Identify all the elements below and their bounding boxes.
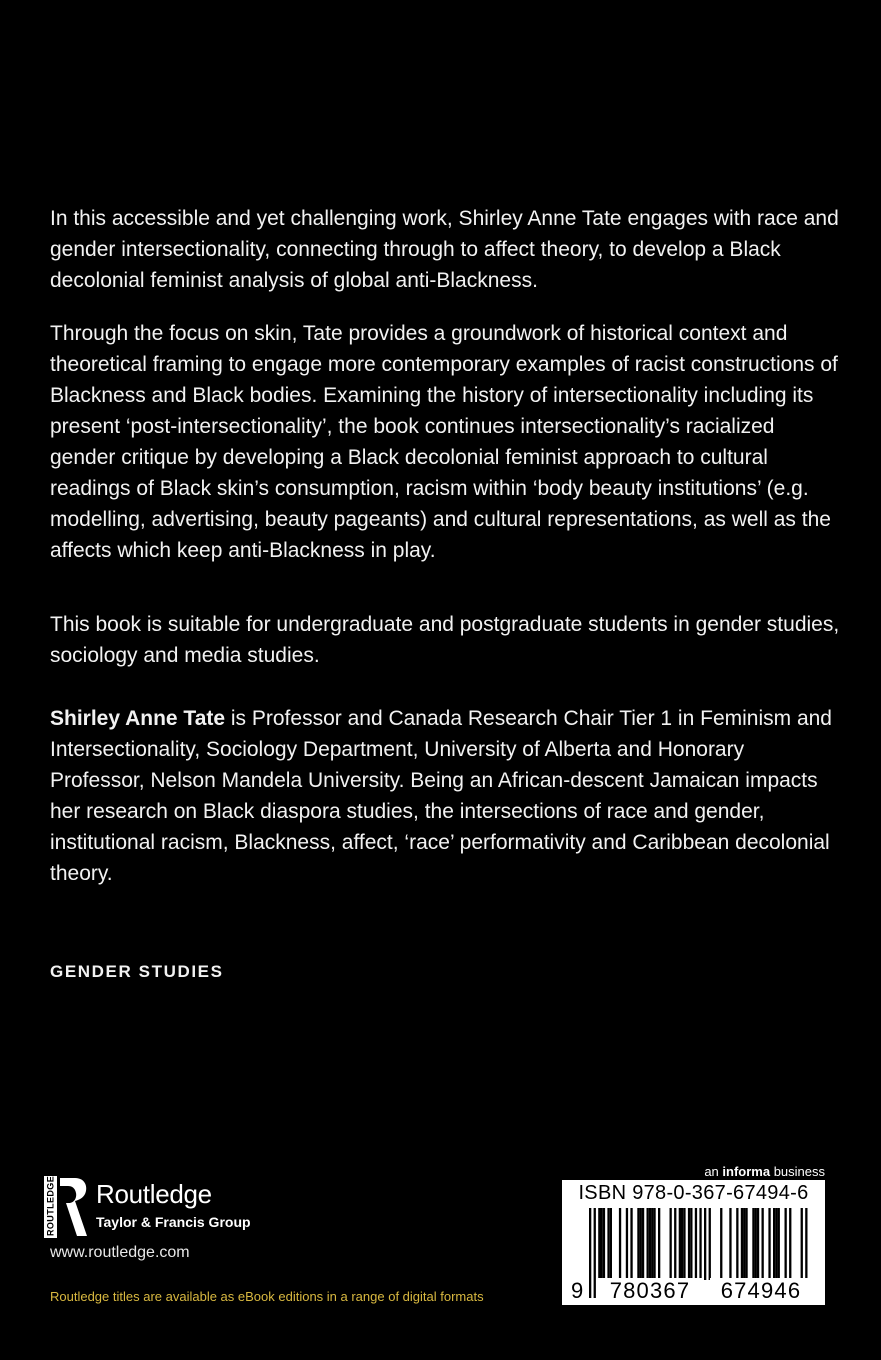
routledge-logo xyxy=(44,1176,284,1240)
barcode-bar xyxy=(603,1208,605,1280)
isbn-barcode xyxy=(562,1180,825,1305)
barcode-bar xyxy=(626,1208,628,1280)
barcode-bar xyxy=(594,1208,596,1298)
barcode-bar xyxy=(688,1208,690,1280)
description-paragraph-3: This book is suitable for undergraduate and postgraduate students in gender studies, sociology and media studies. xyxy=(50,613,840,667)
barcode-bar xyxy=(658,1208,660,1280)
barcode-bar xyxy=(709,1208,711,1280)
barcode-bar xyxy=(720,1208,722,1280)
author-name: Shirley Anne Tate xyxy=(50,707,226,730)
barcode-bar xyxy=(681,1208,683,1280)
barcode-bar xyxy=(745,1208,747,1280)
barcode-bar xyxy=(690,1208,692,1280)
barcode-bar xyxy=(619,1208,621,1280)
barcode-bar xyxy=(778,1208,780,1280)
isbn-label: ISBN 978-0-367-67494-6 xyxy=(578,1182,809,1204)
barcode-bar xyxy=(768,1208,770,1280)
svg-text:ROUTLEDGE: ROUTLEDGE xyxy=(45,1176,56,1236)
barcode-bar xyxy=(630,1208,632,1280)
barcode-first-digit: 9 xyxy=(571,1278,584,1303)
barcode-bar xyxy=(647,1208,649,1280)
author-bio xyxy=(50,703,840,889)
barcode-bar xyxy=(670,1208,672,1280)
barcode-bar xyxy=(637,1208,639,1280)
ebook-availability-note: Routledge titles are available as eBook editions in a range of digital formats xyxy=(50,1289,484,1304)
description-paragraph-1: In this accessible and yet challenging work, Shirley Anne Tate engages with race and gender intersectionality, connecting through to affect theory, to develop a Black decolonial feminist analysis of global anti-Blackness. xyxy=(50,207,839,292)
barcode-right-digits: 674946 xyxy=(710,1278,812,1304)
barcode-left-digits: 780367 xyxy=(598,1278,702,1304)
barcode-bar xyxy=(610,1208,612,1280)
publisher-group: Taylor & Francis Group xyxy=(96,1214,251,1230)
subject-category: GENDER STUDIES xyxy=(50,962,224,981)
barcode-bar xyxy=(651,1208,653,1280)
barcode-bar xyxy=(601,1208,603,1280)
barcode-bar xyxy=(752,1208,754,1280)
barcode-bar xyxy=(736,1208,738,1280)
barcode-bar xyxy=(589,1208,591,1298)
barcode-bar xyxy=(775,1208,777,1280)
barcode-bar xyxy=(649,1208,651,1280)
informa-business-tag: an informa business xyxy=(704,1164,825,1179)
description-paragraph-2: Through the focus on skin, Tate provides a groundwork of historical context and theoretical framing to engage more contemporary examples of racist constructions of Blackness and Black bodies. Examining the history of intersectionality including its present ‘post-intersectionality’, the book continues intersectionality’s racialized gender critique by developing a Black decolonial feminist approach to cultural readings of Black skin’s consumption, racism within ‘body beauty institutions’ (e.g. modelling, advertising, beauty pageants) and cultural representations, as well as the affects which keep anti-Blackness in play. xyxy=(50,322,838,562)
barcode-bar xyxy=(704,1208,706,1280)
publisher-name: Routledge xyxy=(96,1179,212,1209)
publisher-website[interactable]: www.routledge.com xyxy=(50,1244,190,1261)
barcode-bar xyxy=(785,1208,787,1280)
barcode-bar xyxy=(741,1208,743,1280)
barcode-bar xyxy=(679,1208,681,1280)
barcode-bar xyxy=(598,1208,600,1280)
informa-brand: informa xyxy=(722,1164,771,1179)
barcode-bar xyxy=(743,1208,745,1280)
routledge-mark-icon xyxy=(44,1176,90,1238)
barcode-bar xyxy=(642,1208,644,1280)
barcode-bar xyxy=(757,1208,759,1280)
barcode-bar xyxy=(755,1208,757,1280)
barcode-bar xyxy=(762,1208,764,1280)
barcode-bar xyxy=(729,1208,731,1280)
barcode-bar xyxy=(653,1208,655,1280)
barcode-bar xyxy=(640,1208,642,1280)
barcode-bar xyxy=(773,1208,775,1280)
barcode-bar xyxy=(607,1208,609,1280)
barcode-bar xyxy=(789,1208,791,1280)
barcode-bar xyxy=(683,1208,685,1280)
barcode-bar xyxy=(674,1208,676,1280)
author-bio-text: is Professor and Canada Research Chair Tier 1 in Feminism and Intersectionality, Sociology Department, University of Alberta and Honorary Professor, Nelson Mandela University. Being an African-descent Jamaican impacts her research on Black diaspora studies, the intersections of race and gender, institutional racism, Blackness, affect, ‘race’ performativity and Caribbean decolonial theory. xyxy=(50,707,832,885)
